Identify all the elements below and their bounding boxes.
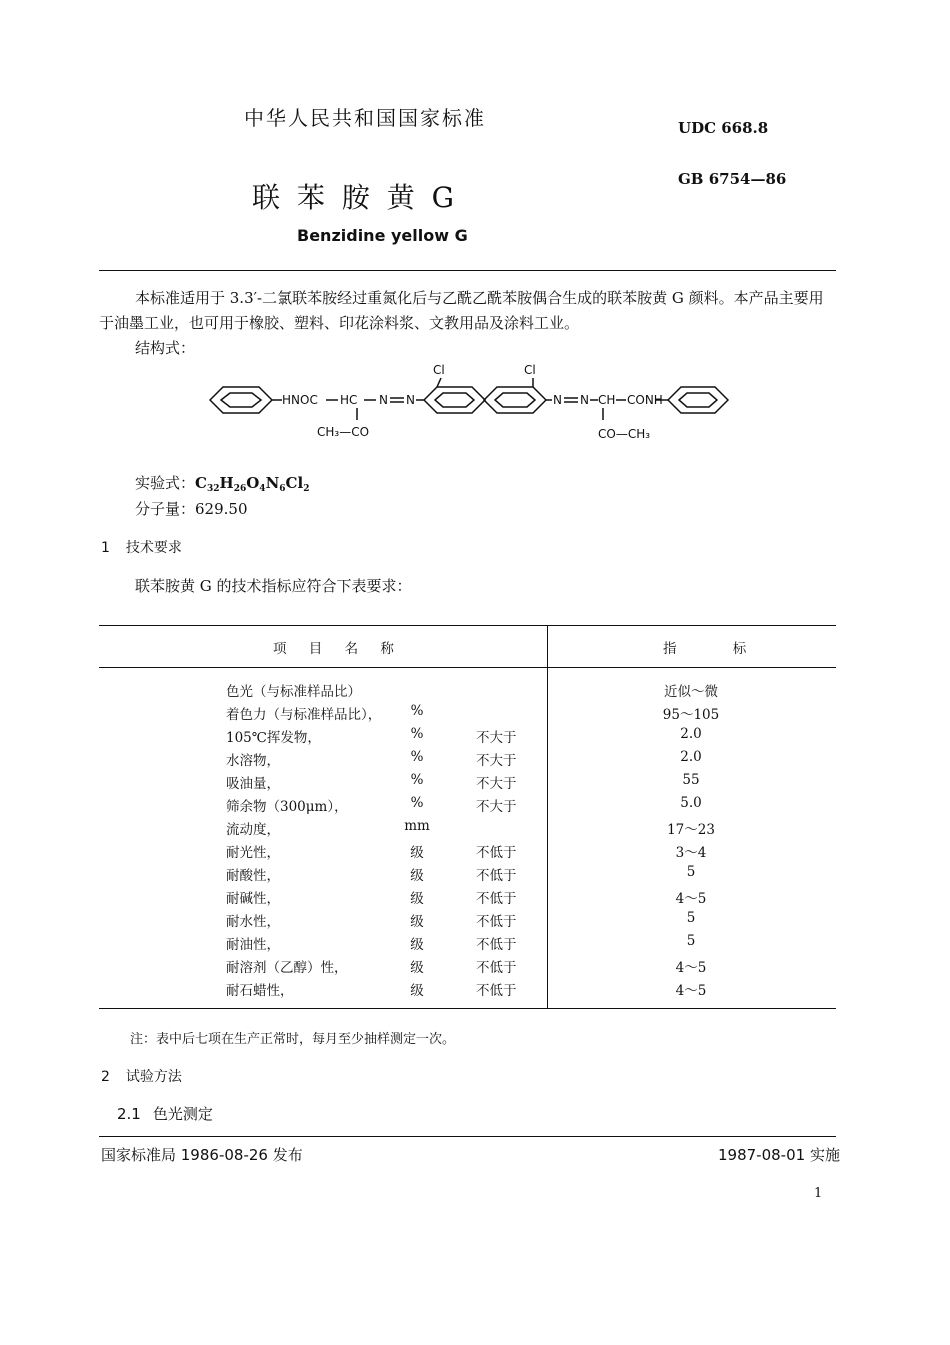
gb-number: GB 6754—86	[678, 170, 787, 188]
table-row-name: 耐油性，	[226, 937, 280, 953]
table-row-unit: %	[410, 772, 424, 788]
phenyl-ring-left	[210, 387, 272, 413]
table-row-unit: 级	[410, 868, 424, 884]
table-row-unit: %	[410, 749, 424, 765]
subsection-2-1-title: 色光测定	[152, 1105, 213, 1123]
table-header-item: 项 目 名 称	[273, 641, 403, 657]
structure-label: 结构式：	[135, 339, 196, 357]
table-row-name: 耐碱性，	[226, 891, 280, 907]
issuer-title: 中华人民共和国国家标准	[244, 106, 486, 130]
table-row-name: 水溶物，	[226, 753, 280, 769]
table-row-condition: 不大于	[476, 776, 517, 792]
cl-left-label: Cl	[433, 363, 445, 377]
table-row-unit: 级	[410, 983, 424, 999]
table-row-value: 2.0	[680, 726, 702, 742]
table-row-value: 4～5	[675, 960, 707, 976]
table-row-unit: 级	[410, 937, 424, 953]
table-top-rule	[99, 625, 836, 626]
section-2-title: 试验方法	[125, 1069, 182, 1085]
empirical-formula-line	[135, 472, 309, 494]
section-1-heading	[101, 537, 182, 557]
subsection-2-1-number: 2.1	[117, 1105, 141, 1123]
table-header-rule	[99, 667, 836, 668]
n3-label: N	[553, 393, 562, 407]
table-row-condition: 不低于	[476, 891, 517, 907]
table-row-name: 耐酸性，	[226, 868, 280, 884]
biphenyl-ring-left	[424, 387, 485, 413]
table-row-condition: 不低于	[476, 937, 517, 953]
section-1-title: 技术要求	[125, 540, 182, 556]
table-row-unit: %	[410, 795, 424, 811]
molecular-weight-line	[135, 498, 248, 519]
table-row-name: 色光（与标准样品比）	[226, 684, 361, 700]
subsection-2-1-heading	[117, 1103, 213, 1124]
table-row-value: 4～5	[675, 983, 707, 999]
coch3-label: CO—CH₃	[598, 427, 651, 441]
table-note: 注：表中后七项在生产正常时，每月至少抽样测定一次。	[130, 1032, 456, 1047]
section-1-lead: 联苯胺黄 G 的技术指标应符合下表要求：	[135, 577, 412, 595]
table-row-value: 95～105	[662, 707, 720, 723]
table-header-value: 指 标	[663, 641, 773, 657]
hc-label: HC	[340, 393, 358, 407]
n1-label: N	[379, 393, 388, 407]
table-row-value: 5	[686, 933, 696, 949]
table-row-name: 筛余物（300μm），	[226, 799, 348, 815]
table-row-value: 5	[686, 864, 696, 880]
table-row-name: 耐溶剂（乙醇）性，	[226, 960, 348, 976]
n2-label: N	[406, 393, 415, 407]
phenyl-ring-right	[668, 387, 728, 413]
section-2-heading	[101, 1066, 182, 1086]
table-row-unit: 级	[410, 845, 424, 861]
udc-code: UDC 668.8	[678, 119, 769, 137]
table-row-value: 3～4	[675, 845, 707, 861]
ch3co-label: CH₃—CO	[317, 425, 370, 439]
table-row-unit: %	[410, 703, 424, 719]
table-row-condition: 不低于	[476, 983, 517, 999]
table-row-unit: mm	[404, 818, 430, 834]
effective-date: 1987-08-01 实施	[718, 1146, 840, 1164]
table-row-value: 2.0	[680, 749, 702, 765]
page-number: 1	[814, 1186, 823, 1201]
table-row-condition: 不大于	[476, 799, 517, 815]
table-row-name: 耐光性，	[226, 845, 280, 861]
scope-paragraph: 本标准适用于 3.3′-二氯联苯胺经过重氮化后与乙酰乙酰苯胺偶合生成的联苯胺黄 G 颜料。本产品主要用于油墨工业，也可用于橡胶、塑料、印花涂料浆、文教用品及涂料工业。	[99, 289, 824, 332]
table-row-unit: 级	[410, 891, 424, 907]
footer-rule	[99, 1136, 836, 1137]
table-row-name: 流动度，	[226, 822, 280, 838]
n4-label: N	[580, 393, 589, 407]
table-bottom-rule	[99, 1008, 836, 1009]
table-row-name: 105℃挥发物，	[226, 730, 321, 746]
table-row-unit: 级	[410, 960, 424, 976]
table-row-name: 耐石蜡性，	[226, 983, 294, 999]
table-row-name: 耐水性，	[226, 914, 280, 930]
hnoc-label: HNOC	[282, 393, 318, 407]
table-row-unit: 级	[410, 914, 424, 930]
table-row-value: 4～5	[675, 891, 707, 907]
structural-formula	[0, 0, 950, 470]
table-column-divider	[547, 625, 548, 1009]
ch-label: CH	[598, 393, 616, 407]
section-2-number: 2	[101, 1069, 110, 1085]
publish-date: 国家标准局 1986-08-26 发布	[101, 1146, 303, 1164]
biphenyl-ring-right	[484, 387, 546, 413]
conh-label: CONH	[627, 393, 663, 407]
table-row-value: 17～23	[667, 822, 715, 838]
section-1-number: 1	[101, 540, 110, 556]
document-title: 联 苯 胺 黄 G	[252, 181, 458, 214]
table-row-name: 吸油量，	[226, 776, 280, 792]
molecular-weight-label: 分子量：	[135, 500, 196, 518]
table-row-condition: 不大于	[476, 730, 517, 746]
table-row-condition: 不大于	[476, 753, 517, 769]
molecular-weight-value: 629.50	[195, 500, 248, 518]
table-row-unit: %	[410, 726, 424, 742]
table-row-value: 5.0	[680, 795, 702, 811]
empirical-formula: $C_{32}H_{26}O_4N_6Cl_2$	[195, 474, 310, 494]
table-row-value: 近似～微	[664, 684, 718, 700]
table-row-condition: 不低于	[476, 960, 517, 976]
table-row-value: 55	[682, 772, 700, 788]
cl-right-label: Cl	[524, 363, 536, 377]
table-row-value: 5	[686, 910, 696, 926]
document-title-english: Benzidine yellow G	[297, 226, 468, 245]
table-row-condition: 不低于	[476, 845, 517, 861]
table-row-name: 着色力（与标准样品比），	[226, 707, 382, 723]
table-row-condition: 不低于	[476, 914, 517, 930]
empirical-formula-label: 实验式：	[135, 474, 196, 492]
table-row-condition: 不低于	[476, 868, 517, 884]
